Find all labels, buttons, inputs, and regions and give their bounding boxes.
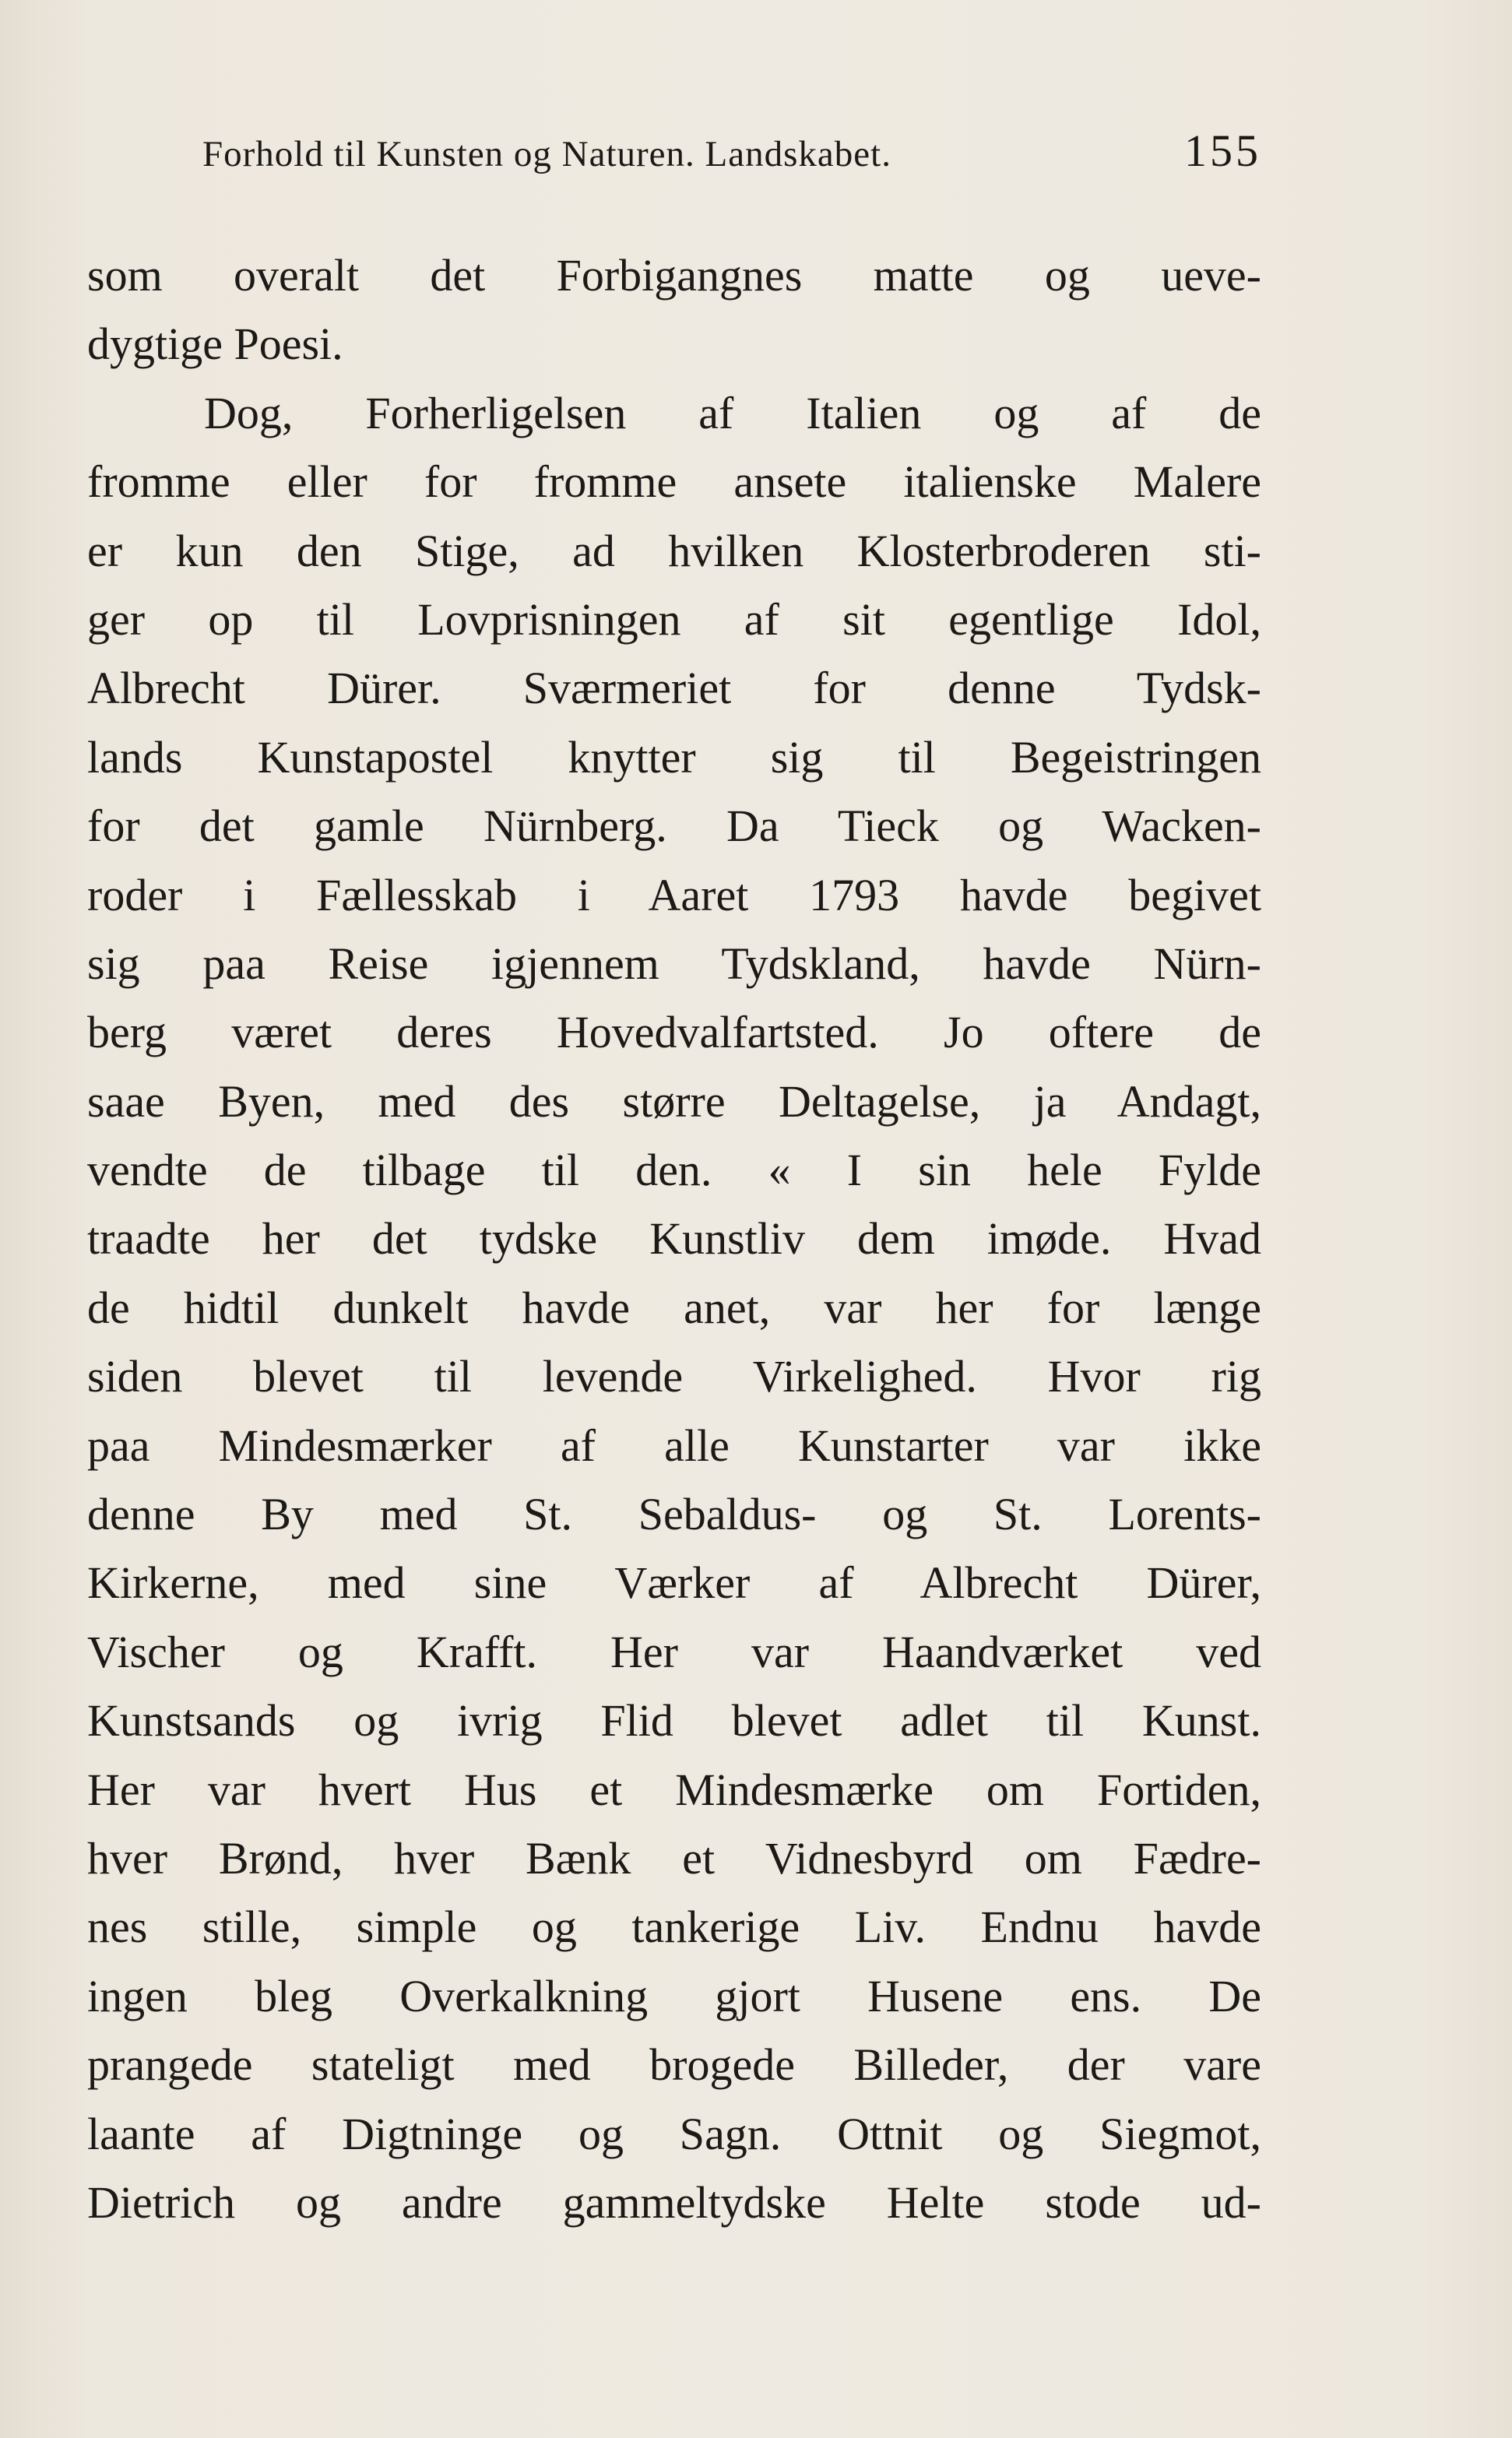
running-title: Forhold til Kunsten og Naturen. Landskabet. (202, 134, 891, 174)
text-line: er kun den Stige, ad hvilken Klosterbroderen sti- (87, 525, 1261, 576)
text-line: prangede stateligt med brogede Billeder, der vare (87, 2039, 1261, 2091)
text-line: paa Mindesmærker af alle Kunstarter var ikke (87, 1420, 1261, 1471)
text-line: roder i Fællesskab i Aaret 1793 havde begivet (87, 869, 1261, 920)
text-line: nes stille, simple og tankerige Liv. Endnu havde (87, 1901, 1261, 1953)
text-line: ingen bleg Overkalkning gjort Husene ens. De (87, 1970, 1261, 2021)
page-number: 155 (1184, 125, 1261, 176)
text-line: vendte de tilbage til den. « I sin hele Fylde (87, 1145, 1261, 1196)
text-line: Kunstsands og ivrig Flid blevet adlet til Kunst. (87, 1695, 1261, 1747)
text-line: Vischer og Krafft. Her var Haandværket ved (87, 1626, 1261, 1677)
text-line: sig paa Reise igjennem Tydskland, havde Nürn- (87, 938, 1261, 989)
text-line: Albrecht Dürer. Sværmeriet for denne Tydsk- (87, 663, 1261, 714)
text-line: for det gamle Nürnberg. Da Tieck og Wacken- (87, 800, 1261, 852)
text-line: ger op til Lovprisningen af sit egentlige Idol, (87, 593, 1261, 645)
text-line: fromme eller for fromme ansete italienske Malere (87, 456, 1261, 508)
text-line: Kirkerne, med sine Værker af Albrecht Dürer, (87, 1557, 1261, 1609)
paragraph-start-line: Dog, Forherligelsen af Italien og af de (204, 387, 1261, 438)
text-line: siden blevet til levende Virkelighed. Hvor rig (87, 1351, 1261, 1402)
text-line: hver Brønd, hver Bænk et Vidnesbyrd om Fædre- (87, 1832, 1261, 1884)
text-line: saae Byen, med des større Deltagelse, ja Andagt, (87, 1075, 1261, 1127)
text-line: lands Kunstapostel knytter sig til Begeistringen (87, 731, 1261, 783)
text-line: laante af Digtninge og Sagn. Ottnit og Siegmot, (87, 2108, 1261, 2159)
text-line: Dietrich og andre gammeltydske Helte stode ud- (87, 2176, 1261, 2228)
text-line: berg været deres Hovedvalfartsted. Jo oftere de (87, 1007, 1261, 1058)
body-text (87, 241, 1261, 2237)
text-line: som overalt det Forbigangnes matte og ueve- (87, 250, 1261, 301)
running-head (202, 125, 1261, 179)
text-line: Her var hvert Hus et Mindesmærke om Fortiden, (87, 1764, 1261, 1815)
text-line: dygtige Poesi. (87, 318, 343, 370)
text-line: traadte her det tydske Kunstliv dem imøde. Hvad (87, 1213, 1261, 1265)
text-line: denne By med St. Sebaldus- og St. Lorents- (87, 1489, 1261, 1540)
text-line: de hidtil dunkelt havde anet, var her for længe (87, 1282, 1261, 1333)
